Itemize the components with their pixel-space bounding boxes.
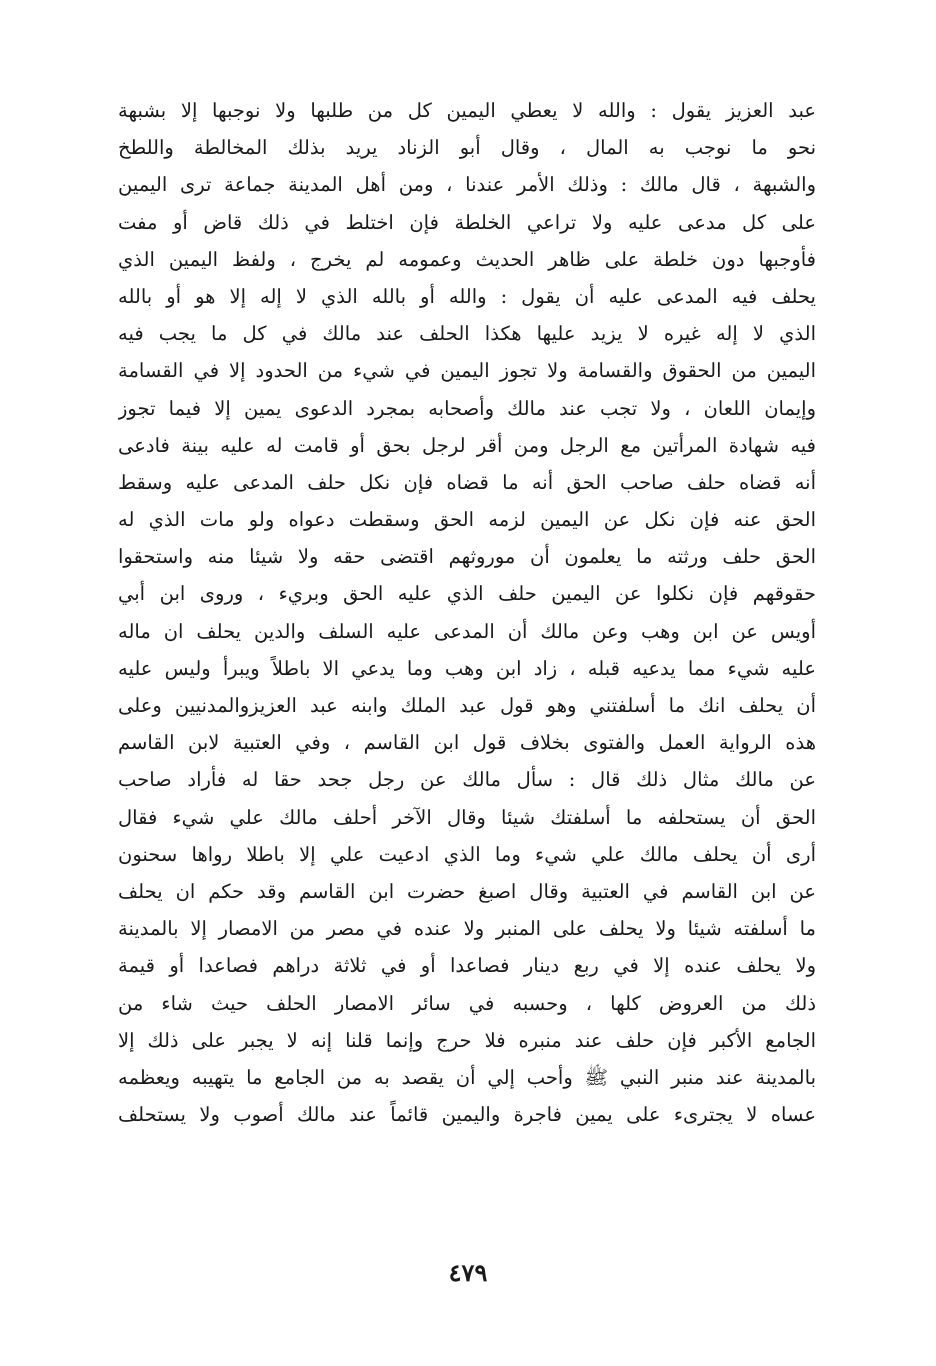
text-line: عساه لا يجترىء على يمين فاجرة واليمين قائماً عند مالك أصوب ولا يستحلف — [118, 1103, 816, 1127]
page-number: ٤٧٩ — [448, 1258, 488, 1287]
text-line: عليه شيء مما يدعيه قبله ، زاد ابن وهب وما يدعي الا باطلاً ويبرأ وليس عليه — [118, 656, 816, 680]
text-line: ما أسلفته شيئا ولا يحلف على المنبر ولا عنده في مصر من الامصار إلا بالمدينة — [118, 917, 816, 941]
text-line: عن ابن القاسم في العتبية وقال اصبغ حضرت ابن القاسم وقد حكم ان يحلف — [118, 879, 816, 903]
text-line: يحلف فيه المدعى عليه أن يقول : والله أو بالله الذي لا إله إلا هو أو بالله — [118, 284, 816, 308]
text-line: الحق عنه فإن نكل عن اليمين لزمه الحق وسقطت دعواه ولو مات الذي له — [118, 508, 816, 532]
text-line: الذي لا إله غيره لا يزيد عليها هكذا الحلف عند مالك في كل ما يجب فيه — [118, 322, 816, 346]
text-line: الحق أن يستحلفه ما أسلفتك شيئا وقال الآخر أحلف مالك علي شيء فقال — [118, 805, 816, 829]
text-line: نحو ما نوجب به المال ، وقال أبو الزناد يريد بذلك المخالطة واللطخ — [118, 136, 816, 160]
text-line: وإيمان اللعان ، ولا تجب عند مالك وأصحابه بمجرد الدعوى يمين إلا فيما تجوز — [118, 396, 816, 420]
text-line: أويس عن ابن وهب وعن مالك أن المدعى عليه السلف والدين يحلف ان ماله — [118, 619, 816, 643]
body-text — [118, 92, 816, 1133]
text-line: ولا يحلف عنده إلا في ربع دينار فصاعدا أو في ثلاثة دراهم فصاعدا أو قيمة — [118, 954, 816, 978]
text-line: عبد العزيز يقول : والله لا يعطي اليمين كل من طلبها ولا نوجبها إلا بشبهة — [118, 99, 816, 122]
text-line: أنه قضاه حلف صاحب الحق أنه ما قضاه فإن نكل حلف المدعى عليه وسقط — [118, 470, 816, 494]
text-line: أرى أن يحلف مالك علي شيء وما الذي ادعيت علي إلا باطلا رواها سحنون — [118, 842, 816, 866]
text-line: الجامع الأكبر فإن حلف عند منبره فلا حرج وإنما قلنا إنه لا يجبر على ذلك إلا — [118, 1028, 816, 1052]
text-line: حقوقهم فإن نكلوا عن اليمين حلف الذي عليه الحق وبريء ، وروى ابن أبي — [118, 582, 816, 606]
text-line: عن مالك مثال ذلك قال : سأل مالك عن رجل جحد حقا له فأراد صاحب — [118, 768, 816, 792]
text-line: بالمدينة عند منبر النبي ﷺ وأحب إلي أن يقصد به من الجامع ما يتهيبه ويعظمه — [118, 1065, 816, 1089]
text-line: ذلك من العروض كلها ، وحسبه في سائر الامصار الحلف حيث شاء من — [118, 991, 816, 1015]
text-line: أن يحلف انك ما أسلفتني وهو قول عبد الملك وابنه عبد العزيزوالمدنيين وعلى — [118, 694, 816, 717]
text-line: فيه شهادة المرأتين مع الرجل ومن أقر لرجل بحق أو قامت له عليه بينة فادعى — [118, 433, 816, 457]
text-line: فأوجبها دون خلطة على ظاهر الحديث وعمومه لم يخرج ، ولفظ اليمين الذي — [118, 247, 816, 271]
text-line: والشبهة ، قال مالك : وذلك الأمر عندنا ، ومن أهل المدينة جماعة ترى اليمين — [118, 173, 816, 197]
text-line: على كل مدعى عليه ولا تراعي الخلطة فإن اختلط في ذلك قاض أو مفت — [118, 210, 816, 234]
text-line: اليمين من الحقوق والقسامة ولا تجوز اليمين في شيء من الحدود إلا في القسامة — [118, 359, 816, 383]
text-line: الحق حلف ورثته ما يعلمون أن موروثهم اقتضى حقه ولا شيئا منه واستحقوا — [118, 545, 816, 569]
text-line: هذه الرواية العمل والفتوى بخلاف قول ابن القاسم ، وفي العتبية لابن القاسم — [118, 731, 816, 755]
